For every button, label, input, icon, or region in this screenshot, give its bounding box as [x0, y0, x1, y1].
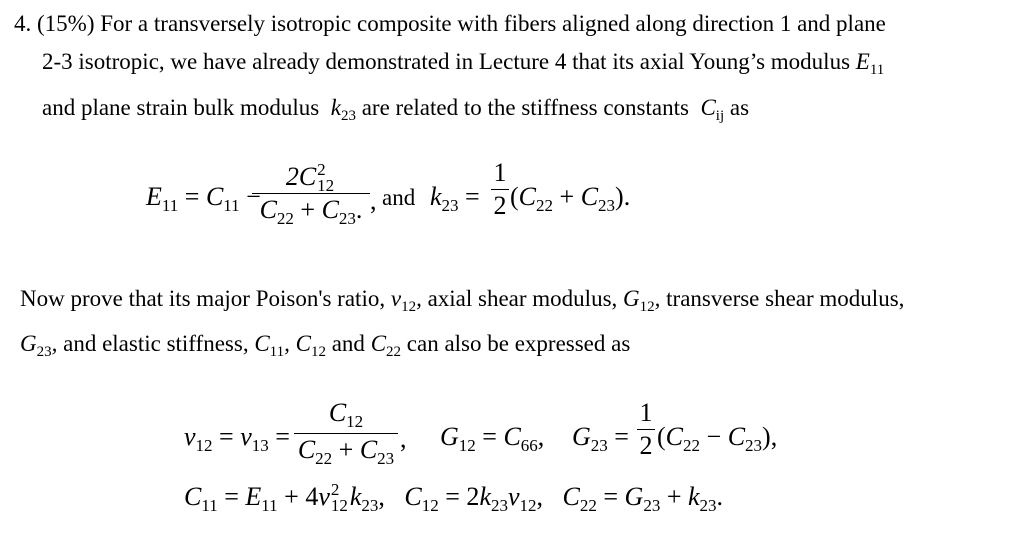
- problem-text-3c: as: [729, 95, 750, 120]
- problem-line-3: [42, 96, 749, 124]
- line5-text-c: can also be expressed as: [406, 331, 631, 356]
- eq-stiffness-line: $C_{11} = E_{11} + 4\nu$ 2 12 $k_{23}$, $C_{12} = 2k_{23}\nu_{12}$, $C_{22} = G_{23} + k_{23}$.: [184, 480, 724, 515]
- line5-text-b: and: [331, 331, 365, 356]
- symbol-G23: $G_{23}$,: [20, 331, 58, 360]
- eq-comma-1: ,: [370, 186, 377, 215]
- prove-line-1: [20, 287, 904, 315]
- eq-k23-rhs: $(C_{22} + C_{23})$.: [510, 182, 631, 215]
- eq-nu-fraction: $C_{12}$ $C_{22} + C_{23}$: [294, 400, 398, 467]
- eq-E11-fraction: 2C 2 12 $C_{22} + C_{23}$.: [252, 164, 370, 227]
- problem-text-2: 2-3 isotropic, we have already demonstrated in Lecture 4 that its axial Young’s modulus: [42, 49, 851, 74]
- problem-text-3a: and plane strain bulk modulus: [42, 95, 320, 120]
- eq-G12: $G_{12} = C_{66}$,: [440, 422, 545, 455]
- eq-E11-lhs: $E_{11} = C_{11}$ −: [146, 182, 261, 215]
- problem-number: 4.: [14, 11, 32, 36]
- symbol-k23: $k_{23}$: [325, 95, 356, 124]
- problem-text-3b: are related to the stiffness constants: [361, 95, 689, 120]
- problem-text-1: For a transversely isotropic composite with fibers aligned along direction 1 and plane: [100, 11, 886, 36]
- prove-line-2: [20, 332, 630, 360]
- prove-text-c: transverse shear modulus,: [666, 286, 905, 311]
- eq-comma-2: ,: [400, 424, 407, 453]
- line5-text-a: and elastic stiffness,: [63, 331, 249, 356]
- eq-half-2: 1 2: [637, 400, 655, 459]
- eq-G23-rhs: $(C_{22} - C_{23})$,: [657, 422, 778, 455]
- eq-half-1: 1 2: [491, 160, 509, 219]
- problem-weight: (15%): [37, 11, 95, 36]
- problem-line-1: [14, 12, 886, 35]
- prove-text-a: Now prove that its major Poison's ratio,: [20, 286, 386, 311]
- eq-nu-lhs: $\nu_{12} = \nu_{13}$ =: [184, 422, 290, 455]
- eq-and-word: and: [382, 185, 416, 210]
- prove-text-b: axial shear modulus,: [427, 286, 618, 311]
- eq-G23-lhs: $G_{23}$ =: [572, 422, 629, 455]
- eq-k23-lhs: $k_{23}$ =: [430, 182, 480, 215]
- symbol-C11: $C_{11}$,: [254, 331, 290, 360]
- symbol-Cij: $C_{ij}$: [694, 95, 725, 124]
- symbol-nu12: $\nu_{12}$,: [390, 286, 422, 315]
- symbol-E11: $E_{11}$: [855, 49, 885, 78]
- symbol-C22: $C_{22}$: [370, 331, 402, 360]
- symbol-C12: $C_{12}$: [295, 331, 326, 360]
- symbol-G12: $G_{12}$,: [623, 286, 661, 315]
- problem-line-2: [42, 50, 884, 78]
